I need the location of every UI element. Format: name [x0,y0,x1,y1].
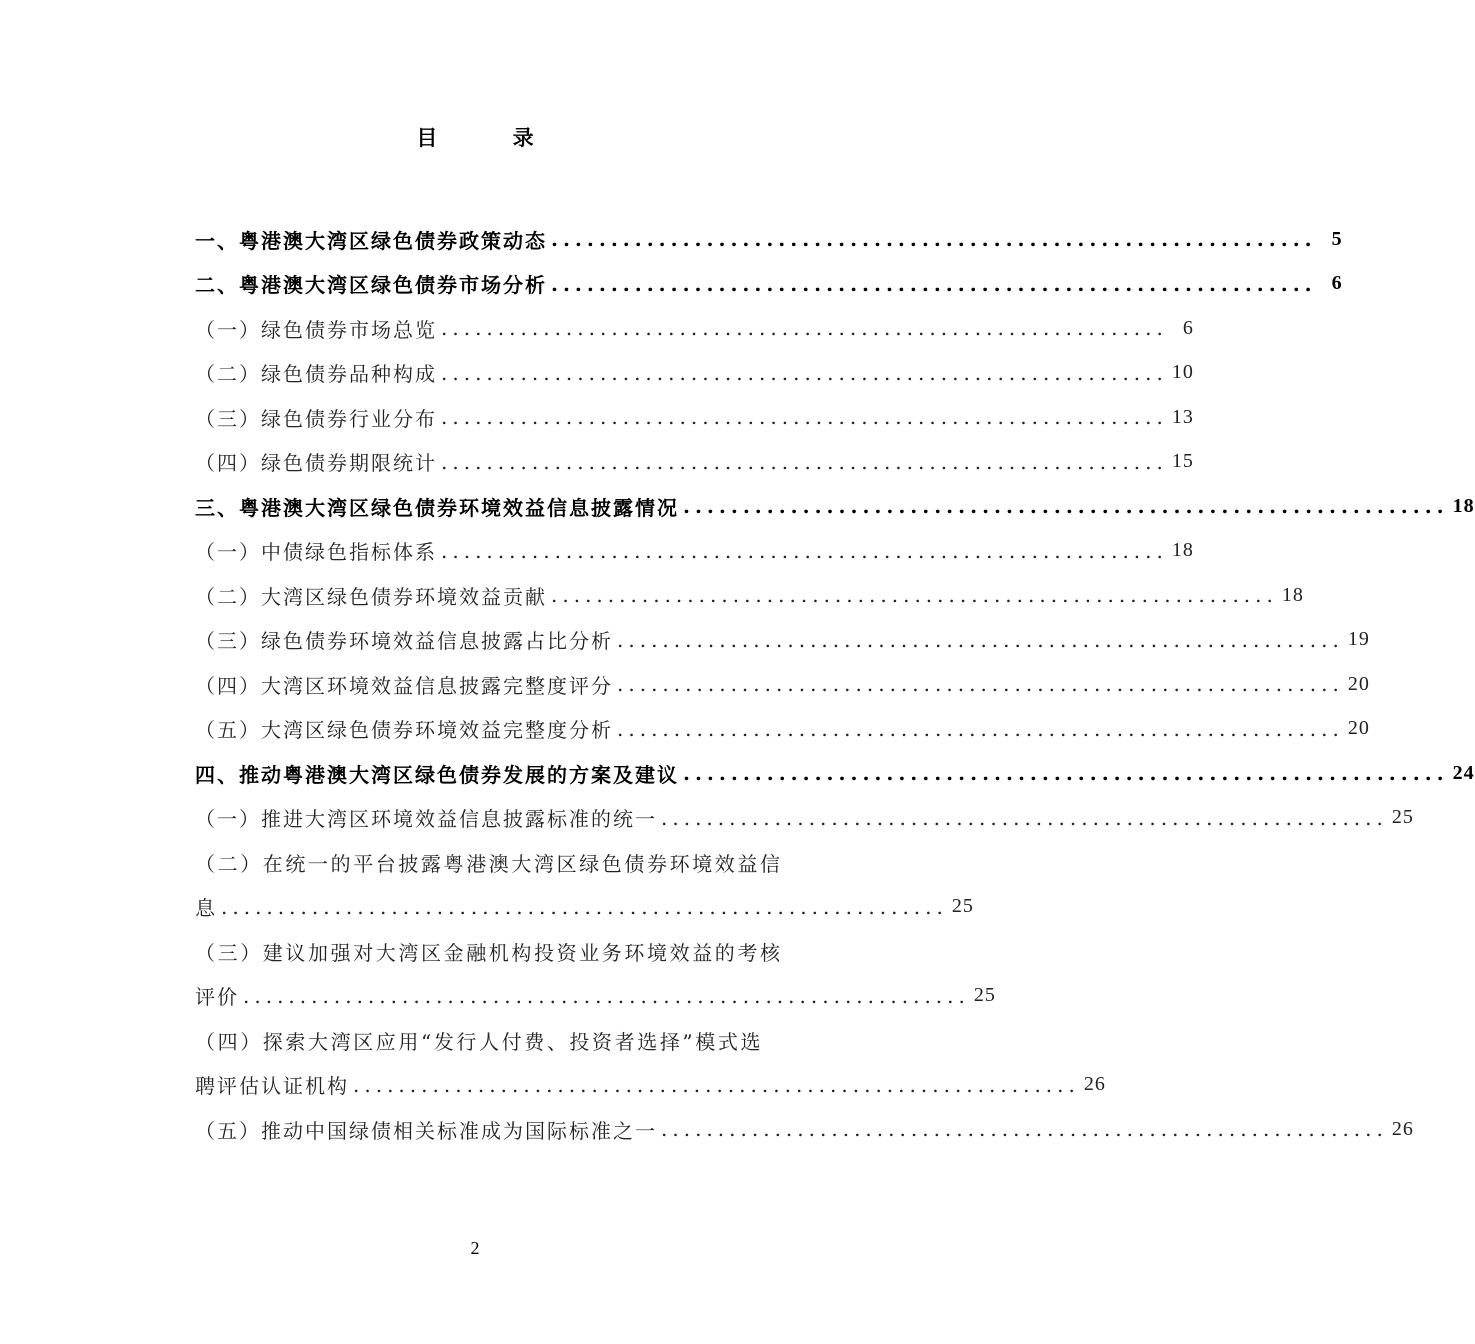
toc-entry[interactable] [195,1107,1414,1152]
toc-entry[interactable] [195,618,1370,663]
toc-entry-line1[interactable] [195,1018,807,1063]
toc-entry[interactable] [195,262,1343,307]
toc-entry-label: （一）绿色债券市场总览 [195,317,437,342]
toc-entry-label: （三）建议加强对大湾区金融机构投资业务环境效益的考核 [195,940,783,965]
toc-entry-page: 25 [951,895,974,918]
toc-entry-line2[interactable] [195,885,974,930]
toc-entry-label-cont: 评价 [195,985,239,1010]
leader-dots: ................................................................ [353,1072,1080,1097]
toc-entry-page: 13 [1171,405,1194,428]
leader-dots: ................................................................ [661,1117,1388,1142]
leader-dots: ................................................................ [551,583,1278,608]
toc-entry-line1[interactable] [195,840,807,885]
toc-entry[interactable] [195,707,1370,752]
leader-dots: ................................................................ [441,360,1168,385]
leader-dots: ................................................................ [617,672,1344,697]
toc-entry-label: （二）绿色债券品种构成 [195,362,437,387]
toc-entry-label: （五）推动中国绿债相关标准成为国际标准之一 [195,1118,657,1143]
toc-entry[interactable] [195,529,1194,574]
toc-entry-page: 25 [1391,806,1414,829]
toc-entry-label: 二、粤港澳大湾区绿色债券市场分析 [195,273,547,298]
leader-dots: ................................................................ [221,894,948,919]
toc-entry-line1[interactable] [195,929,807,974]
toc-entry[interactable] [195,351,1194,396]
toc-entry-page: 20 [1347,717,1370,740]
page-number: 2 [470,1238,480,1258]
toc-entry-page: 18 [1171,539,1194,562]
toc-entry[interactable] [195,484,1475,529]
toc-entry-label: （三）绿色债券环境效益信息披露占比分析 [195,629,613,654]
toc-entry-line2[interactable] [195,1063,1106,1108]
toc-entry-label: （四）探索大湾区应用“发行人付费、投资者选择”模式选 [195,1029,764,1054]
leader-dots: ................................................................ [551,227,1317,252]
toc-entry-label: （四）绿色债券期限统计 [195,451,437,476]
toc-entry-label-cont: 息 [195,896,217,921]
toc-entry-label-cont: 聘评估认证机构 [195,1074,349,1099]
toc-entry-page: 20 [1347,672,1370,695]
toc-entry-page: 25 [973,984,996,1007]
toc-entry[interactable] [195,573,1304,618]
toc-entry-label: （一）推进大湾区环境效益信息披露标准的统一 [195,807,657,832]
table-of-contents [195,217,1475,1152]
toc-entry-page: 19 [1347,628,1370,651]
toc-entry-label: （二）大湾区绿色债券环境效益贡献 [195,584,547,609]
toc-entry-label: （一）中债绿色指标体系 [195,540,437,565]
toc-entry-page: 26 [1391,1117,1414,1140]
leader-dots: ................................................................ [683,494,1449,519]
toc-title: 目 录 [416,125,568,150]
toc-entry-label: 三、粤港澳大湾区绿色债券环境效益信息披露情况 [195,495,679,520]
toc-entry[interactable] [195,751,1475,796]
toc-entry-page: 6 [1182,316,1194,339]
toc-entry[interactable] [195,796,1414,841]
toc-entry-line2[interactable] [195,974,996,1019]
leader-dots: ................................................................ [661,805,1388,830]
toc-entry-page: 18 [1452,494,1475,517]
toc-entry[interactable] [195,440,1194,485]
leader-dots: ................................................................ [441,538,1168,563]
toc-entry-label: （五）大湾区绿色债券环境效益完整度分析 [195,718,613,743]
toc-entry-page: 24 [1452,761,1475,784]
toc-entry[interactable] [195,306,1194,351]
leader-dots: ................................................................ [441,316,1168,341]
leader-dots: ................................................................ [617,716,1344,741]
toc-entry-page: 26 [1083,1073,1106,1096]
toc-entry[interactable] [195,217,1343,262]
toc-entry-label: （三）绿色债券行业分布 [195,406,437,431]
toc-entry-label: 四、推动粤港澳大湾区绿色债券发展的方案及建议 [195,762,679,787]
toc-entry-page: 5 [1331,227,1343,250]
leader-dots: ................................................................ [617,627,1344,652]
leader-dots: ................................................................ [551,271,1317,296]
toc-entry[interactable] [195,395,1194,440]
toc-entry-page: 10 [1171,361,1194,384]
leader-dots: ................................................................ [243,983,970,1008]
toc-entry-label: （四）大湾区环境效益信息披露完整度评分 [195,673,613,698]
toc-entry-label: 一、粤港澳大湾区绿色债券政策动态 [195,228,547,253]
toc-entry[interactable] [195,662,1370,707]
leader-dots: ................................................................ [441,449,1168,474]
toc-entry-page: 18 [1281,583,1304,606]
leader-dots: ................................................................ [683,761,1449,786]
toc-entry-page: 15 [1171,450,1194,473]
toc-entry-label: （二）在统一的平台披露粤港澳大湾区绿色债券环境效益信 [195,851,783,876]
leader-dots: ................................................................ [441,405,1168,430]
toc-entry-page: 6 [1331,272,1343,295]
